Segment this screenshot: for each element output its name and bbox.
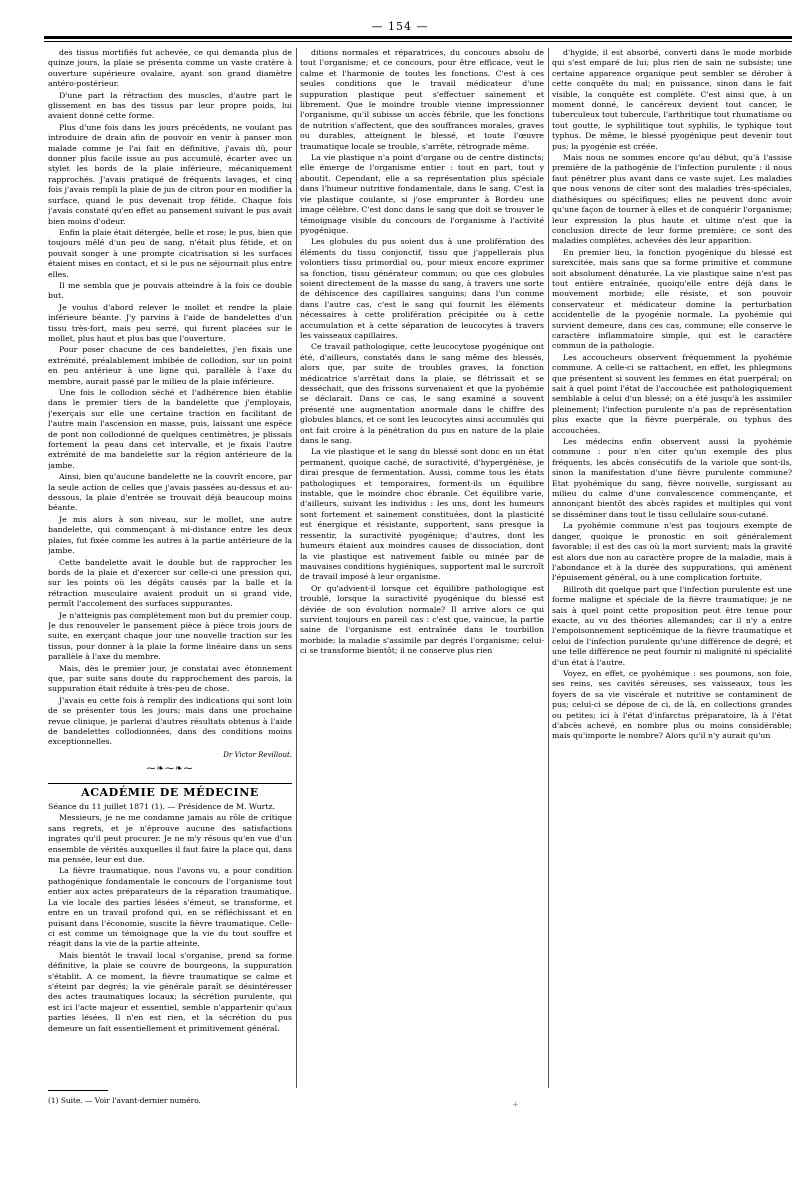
paragraph: d'hygide, il est absorbé, converti dans le mode morbide qui s'est emparé de lui; plus rien de sain ne subsiste; une certaine apparence organique peut sembler se dérober à cette conquête du mal; en puissance, sinon dans le fait visible, la conquête est complète. C'est ainsi que, à un moment donné, le cancéreux devient tout cancer, le tuberculeux tout tubercule, l'arthritique tout rhumatisme ou tout goutte, le syphilitique tout syphilis, le typhique tout typhus. De même, le blessé pyogénique peut devenir tout pus; la pyogénie est créée. [552, 48, 792, 151]
page-number: — 154 — [371, 20, 429, 33]
section-title: ACADÉMIE DE MÉDECINE [48, 783, 292, 798]
column-divider [296, 48, 297, 1088]
author-signature: Dr Victor Revillout. [223, 750, 292, 759]
column-right [552, 48, 792, 1078]
paragraph: Or qu'advient-il lorsque cet équilibre pathologique est troublé, lorsque la suractivité pyogénique du blessé est déviée de son évolution normale? Il arrive alors ce qui survient toujours en pareil cas : c'est que, vaincue, la partie saine de l'organisme est entraînée dans le tourbillon morbide; la maladie s'assimile par degrés l'organisme; celui-ci se transforme bientôt; il ne conserve plus rien [300, 583, 544, 656]
footnote-rule [48, 1090, 108, 1091]
paragraph: Mais nous ne sommes encore qu'au début, qu'à l'assise première de la pathogénie de l'infection purulente : il nous faut pénétrer plus avant dans ce vaste sujet. Les maladies que nous venons de citer sont des maladies très-spéciales, diathésiques ou spécifiques; elles ne peuvent donc avoir qu'une façon de tourner à elles et de conquérir l'organisme; leur expression la plus haute et ultime n'est que la conclusion directe de leur forme première; ce sont des maladies complètes, achevées dès leur apparition. [552, 153, 792, 246]
paragraph: Billroth dit quelque part que l'infection purulente est une forme maligne et spéciale de la fièvre traumatique; je ne sais à quel point cette proposition peut être tenue pour exacte, au vu des théories allemandes; car il n'y a entre l'empoisonnement septicémique de la fièvre traumatique et celui de l'infection purulente qu'une différence de degré; et une telle différence ne peut fournir ni malignité ni spécialité d'un état à l'autre. [552, 584, 792, 667]
paragraph: Je n'atteignis pas complétement mon but du premier coup. Je dus renouveler le pansement pièce à pièce trois jours de suite, en exerçant chaque jour une nouvelle traction sur les tissus, pour donner à la plaie la forme linéaire dans un sens parallèle à l'axe du membre. [48, 610, 292, 662]
paragraph: Je mis alors à son niveau, sur le mollet, une autre bandelette, qui commençant à mi-distance entre les deux plaies, fut fixée comme les autres à la partie antérieure de la jambe. [48, 514, 292, 556]
paragraph: La vie plastique et le sang du blessé sont donc en un état permanent, quoique caché, de suractivité, d'hypergénèse, je dirai presque de fermentation. Aussi, comme tous les états pathologiques et temporaires, forment-ils un équilibre instable, que le moindre choc ébranle. Cet équilibre varie, d'ailleurs, suivant les individus : les uns, dont les humeurs sont fortement et sainement constituées, dont la plasticité est énergique et résistante, supportent, sans presque la ressentir, la suractivité pyogénique; d'autres, dont les humeurs étaient aux moindres causes de dissociation, dont la vie plastique est nativement faible ou minée par de mauvaises conditions hygiéniques, supportent mal le surcroît de travail imposé à leur organisme. [300, 447, 544, 582]
paragraph: Les accoucheurs observent fréquemment la pyohémie commune. A celle-ci se rattachent, en effet, les phlegmons que présentent si souvent les femmes en état puerpéral; on sait à quel point l'état de l'accouchée est pathologiquement semblable à celui d'un blessé; on a été jusqu'à les assimiler pleinement; l'infection purulente n'a pas de représentation plus exacte que la fièvre puerpérale, ou typhus des accouchées. [552, 352, 792, 435]
paragraph: Cette bandelette avait le double but de rapprocher les bords de la plaie et d'exercer sur celle-ci une pression qui, sur les points où les dégâts causés par la balle et la rétraction musculaire avaient produit un si grand vide, permît l'accolement des surfaces suppurantes. [48, 557, 292, 609]
header-rule [44, 36, 792, 39]
paragraph: Ce travail pathologique, cette leucocytose pyogénique ont été, d'ailleurs, constatés dans le sang même des blessés, alors que, par suite de troubles graves, la fonction médicatrice s'arrêtait dans la plaie, se flétrissait et se desséchait, que des frissons survenaient et que la pyohémie se déclarait. Dans ce cas, le sang examiné a souvent présenté une augmentation anormale dans le chiffre des globules blancs, et ce sont les leucocytes ainsi accumulés qui ont fait croire à la pénétration du pus en nature de la plaie dans le sang. [300, 342, 544, 446]
session-line: Séance du 11 juillet 1871 (1). — Présidence de M. Wurtz. [48, 802, 276, 812]
paragraph: La pyohémie commune n'est pas toujours exempte de danger, quoique le pronostic en soit généralement favorable; il est des cas où la mort survient; mais la gravité est alors due non au caractère propre de la maladie, mais à l'abondance et à la durée des suppurations, qui amènent l'épuisement général, ou à une complication fortuite. [552, 521, 792, 583]
column-middle [300, 48, 544, 1078]
paragraph: Les globules du pus soient dus à une prolifération des éléments du tissu conjonctif, tissu que j'appellerais plus volontiers tissu primordial ou, pour mieux encore exprimer sa fonction, tissu générateur commun; ou que ces globules soient directement de la masse du sang, à travers une sorte de déhiscence des capillaires sanguins; dans l'un comme dans l'autre cas, c'est le sang qui fournit les éléments nécessaires à cette prolifération précipitée ou à cette accumulation et à cette séparation de leucocytes à travers les vaisseaux capillaires. [300, 237, 544, 340]
paragraph: J'avais eu cette fois à remplir des indications qui sont loin de se présenter tous les jours; mais dans une prochaine revue clinique, je parlerai d'autres résultats obtenus à l'aide de bandelettes collodionnées, dans des conditions moins exceptionnelles. [48, 695, 292, 747]
paragraph: Voyez, en effet, ce pyohémique : ses poumons, son foie, ses reins, ses cavités séreuses, ses vaisseaux, tous les foyers de sa vie viscérale et nutritive se contaminent de pus; celui-ci se dépose de ci, de là, en collections grandes ou petites; ici à l'état d'infarctus préparatoire, là à l'état d'abcès achevé, en nombre plus ou moins considérable; mais qu'importe le nombre? Alors qu'il n'y aurait qu'un [552, 668, 792, 741]
paragraph: ditions normales et réparatrices, du concours absolu de tout l'organisme; et ce concours, pour être efficace, veut le calme et l'harmonie de toutes les fonctions. C'est à ces seules conditions que le travail médicateur d'une suppuration plastique peut s'effectuer sainement et librement. Que le moindre trouble vienne impressionner l'organisme, qu'il subisse un accès fébrile, que les fonctions de nutrition s'affectent, que des souffrances morales, graves ou durables, atteignent le blessé, et toute l'œuvre traumatique locale se trouble, s'arrête, rétrograde même. [300, 48, 544, 151]
paragraph: Une fois le collodion séché et l'adhérence bien établie dans le premier tiers de la bandelette que j'employais, j'exerçais sur elle une certaine traction en facilitant de l'autre main l'ascension en masse, puis, laissant une espèce de pont non collodionné de quelques centimètres, je plissais fortement la peau dans cet intervalle, et je fixais l'autre extrémité de ma bandelette sur la région antérieure de la jambe. [48, 388, 292, 470]
paragraph: La vie plastique n'a point d'organe ou de centre distincts; elle émerge de l'organisme entier : tout en part, tout y aboutit. Cependant, elle a sa représentation plus spéciale dans l'humeur nutritive fondamentale, dans le sang. C'est la vie plastique coulante, si j'ose emprunter à Bordeu une image célèbre. C'est donc dans le sang que doit se trouver le témoignage visible du concours de l'organisme à l'activité pyogénique. [300, 153, 544, 235]
paragraph: Mais, dès le premier jour, je constatai avec étonnement que, par suite sans doute du rapprochement des parois, la suppuration était réduite à très-peu de chose. [48, 663, 292, 694]
paragraph: Il me sembla que je pouvais atteindre à la fois ce double but. [48, 280, 292, 301]
paragraph: Messieurs, je ne me condamne jamais au rôle de critique sans regrets, et je n'éprouve aucune des satisfactions ingrates qu'il peut procurer. Je ne m'y résous qu'en vue d'un ensemble de vérités auxquelles il faut faire la place qui, dans ma pensée, leur est due. [48, 813, 292, 865]
paragraph: Je voulus d'abord relever le mollet et rendre la plaie inférieure béante. J'y parvins à l'aide de bandelettes d'un tissu très-fort, mais peu serré, qui furent placées sur le mollet, plus haut et plus bas que l'ouverture. [48, 302, 292, 343]
paragraph: En premier lieu, la fonction pyogénique du blessé est surexcitée, mais sans que sa forme primitive et commune soit absolument dénaturée. La vie plastique saine n'est pas tout entière entraînée, quoiqu'elle entre déjà dans le mouvement morbide; elle résiste, et son pouvoir conservateur et médicateur domine la perturbation accidentelle de la pyogénie normale. La pyohémie qui survient demeure, dans ces cas, commune; elle conserve le caractère inflammatoire simple, qui est le caractère commun de la pathologie. [552, 247, 792, 351]
paragraph: Pour poser chacune de ces bandelettes, j'en fixais une extrémité, préalablement imbibée de collodion, sur un point en peu antérieur à une ligne qui, parallèle à l'axe du membre, aurait passé par le milieu de la plaie inférieure. [48, 345, 292, 386]
column-divider [548, 48, 549, 1088]
paragraph: Plus d'une fois dans les jours précédents, ne voulant pas introduire de drain afin de pouvoir en venir à panser mon malade comme je l'ai fait en définitive, j'avais dû, pour donner plus facile issue au pus accumulé, écarter avec un stylet les bords de la plaie inférieure, mécaniquement rapprochés. J'avais pratiqué de fréquents lavages, et cinq fois j'avais rempli la plaie de jus de citron pour en modifier la surface, quand le pus devenait trop fétide. Chaque fois j'avais constaté qu'en effet au pansement suivant le pus avait bien moins d'odeur. [48, 122, 292, 226]
paragraph: D'une part la rétraction des muscles, d'autre part le glissement en bas des tissus par leur propre poids, lui avaient donné cette forme. [48, 90, 292, 121]
ornament-divider: ⁓❧⁓❧⁓ [146, 764, 194, 775]
paragraph: Mais bientôt le travail local s'organise, prend sa forme définitive, la plaie se couvre de bourgeons, la suppuration s'établit. A ce moment, la fièvre traumatique se calme et s'éteint par degrés; la vie générale paraît se désintéresser des actes traumatiques locaux; la sécrétion purulente, qui est ici l'acte majeur et essentiel, semble n'appartenir qu'aux parties lésées. Il n'en est rien, et la sécrétion du pus demeure un fait essentiellement et primitivement général. [48, 950, 292, 1033]
paragraph: Enfin la plaie était détergée, belle et rose; le pus, bien que toujours mêlé d'un peu de sang, n'était plus fétide, et on pouvait songer à une prompte cicatrisation si les surfaces étaient mises en contact, et si le pus ne séjournait plus entre elles. [48, 227, 292, 279]
paragraph: Ainsi, bien qu'aucune bandelette ne la couvrît encore, par la seule action de celles que j'avais passées au-dessus et au-dessous, la plaie d'entrée se trouvait déjà beaucoup moins béante. [48, 472, 292, 513]
header-rule-thin [44, 41, 792, 42]
scan-mark: + [512, 1100, 519, 1109]
column-left [48, 48, 292, 1078]
paragraph: La fièvre traumatique, nous l'avons vu, a pour condition pathogénique fondamentale le concours de l'organisme tout entier aux actes préparateurs de la réparation traumatique. La vie locale des parties lésées s'émeut, se transforme, et entre en un travail profond qui, en se réfléchissant et en puisant dans l'économie, suscite la fièvre traumatique. Celle-ci est comme un témoignage que la vie du tout souffre et réagit dans la vie de la partie atteinte. [48, 866, 292, 949]
footnote: (1) Suite. — Voir l'avant-dernier numéro. [48, 1096, 201, 1105]
paragraph: Les médecins enfin observent aussi la pyohémie commune : pour n'en citer qu'un exemple des plus fréquents, les abcès consécutifs de la variole que sont-ils, sinon la manifestation d'une fièvre purulente commune? Etat pyohémique du sang, fièvre nouvelle, surgissant au milieu du calme d'une convalescence commençante, et annonçant bientôt des abcès rapides et multiples qui vont se disséminer dans tout le tissu cellulaire sous-cutané. [552, 437, 792, 519]
paragraph: des tissus mortifiés fut achevée, ce qui demanda plus de quinze jours, la plaie se présenta comme un vaste cratère à ouverture supérieure ovalaire, ayant son grand diamètre antéro-postérieur. [48, 48, 292, 89]
